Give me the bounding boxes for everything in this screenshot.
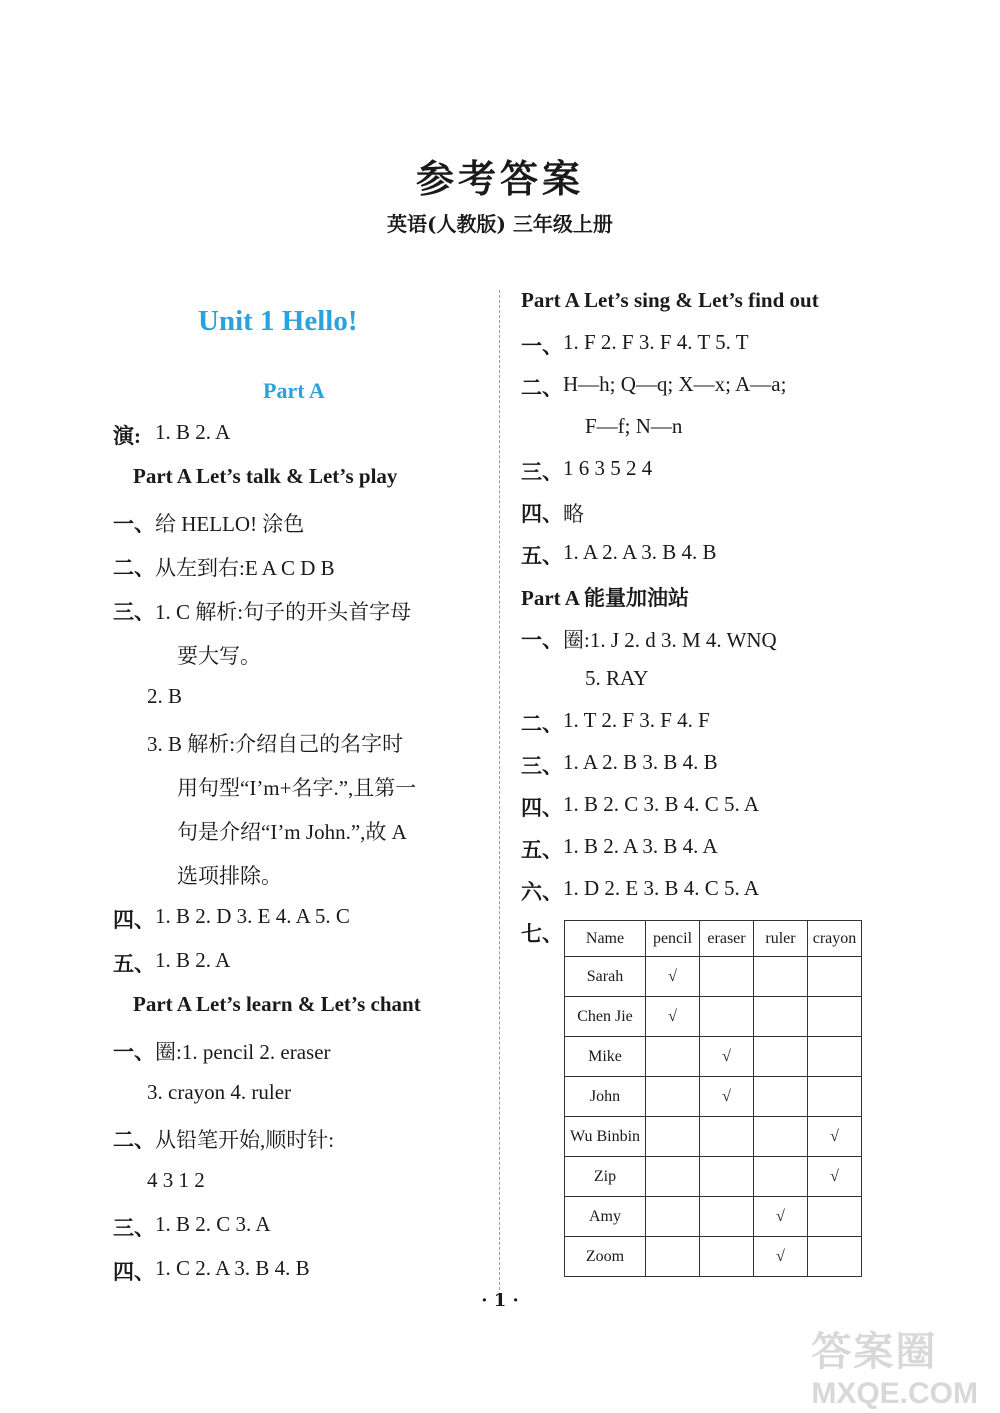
table-check-cell: √ bbox=[808, 1157, 862, 1197]
table-header-cell: eraser bbox=[700, 921, 754, 957]
answer-line: 从铅笔开始,顺时针: bbox=[155, 1128, 335, 1152]
answer-continuation: F—f; N—n bbox=[585, 414, 683, 438]
answer-line: 1. A 2. A 3. B 4. B bbox=[563, 540, 717, 564]
table-check-cell bbox=[646, 1037, 700, 1077]
table-check-cell bbox=[808, 1037, 862, 1077]
answer-line: 1. B 2. A bbox=[155, 420, 231, 444]
answer-continuation: 3. B 解析:介绍自己的名字时 bbox=[147, 732, 404, 756]
question-number: 四、 bbox=[113, 1260, 155, 1284]
table-row bbox=[565, 1037, 862, 1077]
answer-continuation: 选项排除。 bbox=[177, 864, 282, 888]
page-title: 参考答案 bbox=[415, 156, 584, 201]
table-check-cell bbox=[646, 1117, 700, 1157]
answer-line: 1 6 3 5 2 4 bbox=[563, 456, 653, 480]
question-number: 二、 bbox=[521, 376, 563, 400]
table-check-cell bbox=[700, 957, 754, 997]
table-row bbox=[565, 1197, 862, 1237]
table-check-cell bbox=[700, 997, 754, 1037]
table-check-cell bbox=[700, 1237, 754, 1277]
answer-line: 圈:1. J 2. d 3. M 4. WNQ bbox=[563, 628, 777, 652]
table-check-cell: √ bbox=[646, 957, 700, 997]
question-number: 六、 bbox=[521, 880, 563, 904]
section-heading: Part A 能量加油站 bbox=[521, 586, 689, 610]
answer-line: H—h; Q—q; X—x; A—a; bbox=[563, 372, 787, 396]
question-number: 四、 bbox=[521, 796, 563, 820]
question-number: 二、 bbox=[521, 712, 563, 736]
question-number: 三、 bbox=[113, 1216, 155, 1240]
table-name-cell: John bbox=[565, 1077, 646, 1117]
question-number: 一、 bbox=[113, 1040, 155, 1064]
table-check-cell: √ bbox=[808, 1117, 862, 1157]
answer-continuation: 4 3 1 2 bbox=[147, 1168, 205, 1192]
section-heading: Part A Let’s talk & Let’s play bbox=[133, 464, 398, 488]
page-number: · 1 · bbox=[481, 1290, 519, 1311]
answer-continuation: 3. crayon 4. ruler bbox=[147, 1080, 292, 1104]
table-row bbox=[565, 997, 862, 1037]
table-row bbox=[565, 1077, 862, 1117]
table-check-cell bbox=[646, 1237, 700, 1277]
table-check-cell: √ bbox=[754, 1237, 808, 1277]
watermark-logo: 答案圈 bbox=[811, 1330, 938, 1374]
table-check-cell bbox=[754, 957, 808, 997]
table-check-cell: √ bbox=[754, 1197, 808, 1237]
question-number: 一、 bbox=[113, 512, 155, 536]
question-number: 五、 bbox=[521, 544, 563, 568]
answer-line: 1. A 2. B 3. B 4. B bbox=[563, 750, 718, 774]
table-name-cell: Mike bbox=[565, 1037, 646, 1077]
answer-line: 1. D 2. E 3. B 4. C 5. A bbox=[563, 876, 760, 900]
question-number: 五、 bbox=[113, 952, 155, 976]
table-name-cell: Zoom bbox=[565, 1237, 646, 1277]
question-number: 三、 bbox=[521, 460, 563, 484]
column-divider bbox=[499, 290, 500, 1290]
table-row bbox=[565, 1237, 862, 1277]
table-check-cell bbox=[700, 1197, 754, 1237]
section-heading: Part A Let’s sing & Let’s find out bbox=[521, 288, 819, 312]
answer-line: 1. C 2. A 3. B 4. B bbox=[155, 1256, 310, 1280]
table-header-cell: ruler bbox=[754, 921, 808, 957]
table-check-cell bbox=[700, 1157, 754, 1197]
answer-continuation: 要大写。 bbox=[177, 644, 261, 668]
answer-line: 圈:1. pencil 2. eraser bbox=[155, 1040, 331, 1064]
table-check-cell bbox=[808, 1237, 862, 1277]
question-number: 二、 bbox=[113, 1128, 155, 1152]
table-check-cell bbox=[754, 997, 808, 1037]
watermark bbox=[811, 1320, 978, 1411]
table-name-cell: Chen Jie bbox=[565, 997, 646, 1037]
section-heading: Part A Let’s learn & Let’s chant bbox=[133, 992, 421, 1016]
answer-line: 给 HELLO! 涂色 bbox=[155, 512, 305, 536]
table-check-cell bbox=[808, 957, 862, 997]
table-name-cell: Zip bbox=[565, 1157, 646, 1197]
answer-continuation: 5. RAY bbox=[585, 666, 649, 690]
page-subtitle: 英语(人教版) 三年级上册 bbox=[387, 212, 613, 236]
table-check-cell bbox=[808, 1077, 862, 1117]
answer-line: 1. T 2. F 3. F 4. F bbox=[563, 708, 710, 732]
answer-continuation: 2. B bbox=[147, 684, 183, 708]
answer-continuation: 句是介绍“I’m John.”,故 A bbox=[177, 820, 407, 844]
table-check-cell: √ bbox=[700, 1037, 754, 1077]
watermark-url: MXQE.COM bbox=[811, 1377, 978, 1410]
question-number: 演: bbox=[113, 424, 141, 448]
table-header-cell: Name bbox=[565, 921, 646, 957]
table-row bbox=[565, 1157, 862, 1197]
unit-title: Unit 1 Hello! bbox=[198, 305, 358, 337]
answer-line: 1. B 2. A bbox=[155, 948, 231, 972]
table-check-cell: √ bbox=[646, 997, 700, 1037]
answer-line: 1. B 2. A 3. B 4. A bbox=[563, 834, 718, 858]
answer-line: 1. B 2. C 3. A bbox=[155, 1212, 271, 1236]
answer-line: 1. B 2. D 3. E 4. A 5. C bbox=[155, 904, 350, 928]
question-number: 五、 bbox=[521, 838, 563, 862]
table-check-cell bbox=[646, 1197, 700, 1237]
answer-table bbox=[564, 920, 862, 1277]
table-name-cell: Amy bbox=[565, 1197, 646, 1237]
table-check-cell bbox=[754, 1077, 808, 1117]
table-header-cell: pencil bbox=[646, 921, 700, 957]
table-check-cell bbox=[754, 1037, 808, 1077]
table-header-cell: crayon bbox=[808, 921, 862, 957]
table-check-cell: √ bbox=[700, 1077, 754, 1117]
answer-line: 1. F 2. F 3. F 4. T 5. T bbox=[563, 330, 749, 354]
answer-line: 1. C 解析:句子的开头首字母 bbox=[155, 600, 412, 624]
table-row bbox=[565, 1117, 862, 1157]
answer-line: 1. B 2. C 3. B 4. C 5. A bbox=[563, 792, 760, 816]
question-number: 一、 bbox=[521, 334, 563, 358]
question-number: 三、 bbox=[113, 600, 155, 624]
question-number: 四、 bbox=[521, 502, 563, 526]
question-number: 三、 bbox=[521, 754, 563, 778]
table-row bbox=[565, 957, 862, 997]
answer-continuation: 用句型“I’m+名字.”,且第一 bbox=[177, 776, 417, 800]
question-number: 二、 bbox=[113, 556, 155, 580]
table-name-cell: Sarah bbox=[565, 957, 646, 997]
table-check-cell bbox=[808, 997, 862, 1037]
question-number: 一、 bbox=[521, 628, 563, 652]
table-name-cell: Wu Binbin bbox=[565, 1117, 646, 1157]
part-a-heading: Part A bbox=[263, 378, 325, 403]
table-check-cell bbox=[646, 1157, 700, 1197]
table-check-cell bbox=[808, 1197, 862, 1237]
question-number: 七、 bbox=[521, 922, 563, 946]
table-check-cell bbox=[754, 1117, 808, 1157]
table-check-cell bbox=[754, 1157, 808, 1197]
answer-table-wrapper bbox=[564, 920, 862, 1277]
table-check-cell bbox=[646, 1077, 700, 1117]
answer-line: 从左到右:E A C D B bbox=[155, 556, 335, 580]
answer-line: 略 bbox=[563, 502, 584, 526]
question-number: 四、 bbox=[113, 908, 155, 932]
table-check-cell bbox=[700, 1117, 754, 1157]
